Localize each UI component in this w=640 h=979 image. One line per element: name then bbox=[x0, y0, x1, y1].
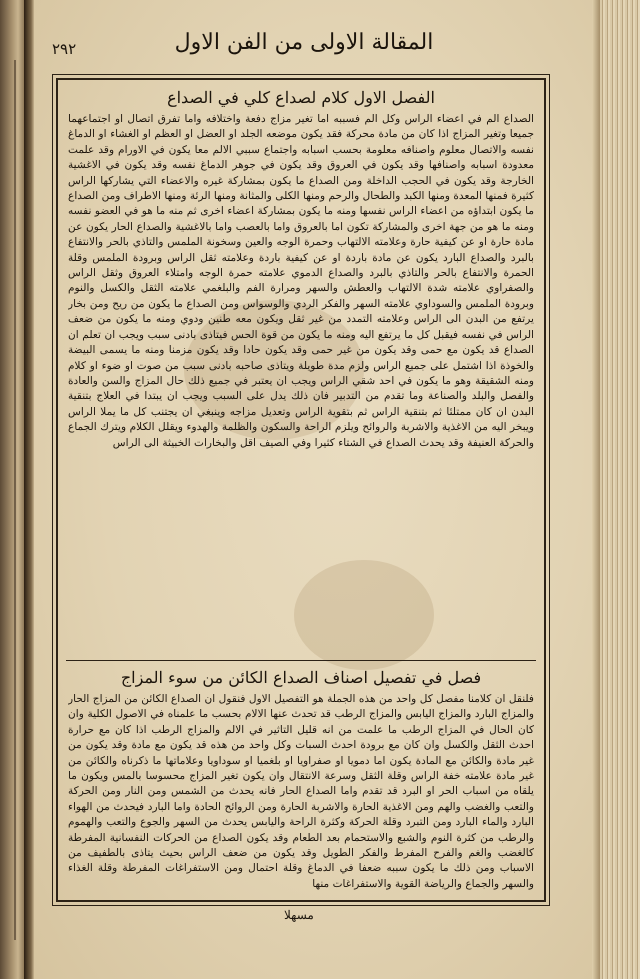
facing-page-rule bbox=[14, 60, 16, 940]
section-1-heading: الفصل الاول كلام لصداع كلي في الصداع bbox=[167, 88, 435, 107]
running-head: المقالة الاولى من الفن الاول bbox=[174, 30, 434, 55]
section-2-heading: فصل في تفصيل اصناف الصداع الكائن من سوء المزاج bbox=[120, 668, 482, 687]
section-divider bbox=[66, 660, 536, 661]
book-gutter bbox=[24, 0, 34, 979]
book-page bbox=[34, 0, 592, 979]
page-number: ٢٩٢ bbox=[52, 40, 77, 58]
page-stack-edge bbox=[600, 0, 640, 979]
text-frame bbox=[56, 78, 546, 902]
section-2-body: فلنقل ان كلامنا مفصل كل واحد من هذه الجملة هو التفصيل الاول فنقول ان الصداع الكائن من المزاج الحار والمزاج البارد والمزاج اليابس والمزاج الرطب قد تحدث عنها الالام بحسب ما علمناه في الاصول الكلية وان كان الحال في المزاج الرطب ما علمت من انه قليل التاثير في الالم والمزاج الرطب اذا كان مع حرارة احدث الثقل والكسل وان كان مع برودة احدث السبات وكل واحد من هذه قد يكون مع مادة وقد يكون من غير مادة والكائن مع المادة يكون اما دمويا او صفراويا او بلغميا او سوداويا وعلاماتها ما ذكرناه والكائن من غير مادة علامته خفة الراس وقلة الثقل وسرعة الانتقال وان يكون تغير المزاج محسوسا بالمس ويكون ما يلقاه من اسباب الحر او البرد قد تقدم واما الصداع الحار فانه يحدث من الشمس ومن النار ومن الحركة والتعب والغضب والهم ومن الاغذية الحارة والاشربة الحارة ومن الروائح الحادة واما البارد فيحدث من الهواء البارد والماء البارد ومن التبرد وقلة الحركة وكثرة الراحة واليابس يحدث من السهر والجوع والتعب والهموم والرطب من كثرة النوم والشبع والاستحمام بعد الطعام وقد يكون الصداع من الحركات النفسانية المفرطة كالغضب والغم والفرح المفرط والفكر الطويل وقد يكون من ضعف الراس بحيث يتاذى بالطفيف من الاسباب ومن ذلك ما يكون سببه ضعفا في الدماغ وقلة احتمال ومن الاستفراغات المفرطة وقلة الغذاء والسهر والجماع والرياضة القوية والاستفراغات منها bbox=[68, 693, 534, 890]
facing-page-edge bbox=[0, 0, 24, 979]
catchword: مسهلا bbox=[284, 908, 314, 922]
page-edge-shadow bbox=[592, 0, 600, 979]
section-1-body: الصداع الم في اعضاء الراس وكل الم فسببه اما تغير مزاج دفعة واختلافه واما تفرق اتصال او اجتماعهما جميعا وتغير المزاج اذا كان من مادة محركة فقد يكون موضعه الجلد او العضل او العظم او الغشاء او الدماغ نفسه والاتصال معلوم واصنافه معلومة بحسب اسبابه واجتماع سببي الالم معا يكون في الاورام وقد علمت معدودة اسبابه واصنافها وقد يكون في العروق وقد يكون في جوهر الدماغ نفسه وقد يكون في الاغشية الخارجة وقد يكون في الحجب الداخلة ومن الصداع ما يكون بمشاركة غيره والاعضاء التي يشاركها الراس كثيرة فمنها المعدة ومنها الكبد والطحال والرحم ومنها الكلى والمثانة ومنها الرئة ومنها الاطراف ومن الصداع ما يكون ابتداؤه من اعضاء الراس نفسها ومنه ما يكون بمشاركة اعضاء اخرى ثم منه ما هو في العضو نفسه ومنه ما هو من جهة اخرى والمشاركة تكون اما بالعروق واما بالعصب واما بالاغشية والصداع الحار يكون عن مادة حارة او عن كيفية حارة وعلامته الالتهاب وحمرة الوجه والعين وسخونة الملمس والتاذي بالحر والانتفاع بالبرد والصداع البارد يكون عن مادة باردة او عن كيفية باردة وعلامته ثقل الراس وبرودة الملمس وقلة الحمرة والانتفاع بالحر والتاذي بالبرد والصداع الدموي علامته حمرة الوجه وامتلاء العروق وثقل الراس والصفراوي علامته شدة الالتهاب والعطش والسهر ومرارة الفم والبلغمي علامته الثقل والكسل والنوم وبرودة الملمس والسوداوي علامته السهر والفكر الردي والوسواس ومن الصداع ما يكون من ريح ومن بخار يرتفع من البدن الى الراس وعلامته التمدد من غير ثقل ويكون معه طنين ودوي ومنه ما يكون من ضعف الراس في نفسه فيقبل كل ما يرتفع اليه ومنه ما يكون من قوة الحس فيتاذى بادنى سبب ويجب ان تعلم ان الصداع قد يكون مع حمى وقد يكون من غير حمى وقد يكون حادا وقد يكون مزمنا ومنه ما يسمى البيضة والخوذة اذا اشتمل على جميع الراس ولزم مدة طويلة ويتاذى صاحبه بادنى سبب من صوت او ضوء او كلام ومنه الشقيقة وهو ما يكون في احد شقي الراس ويجب ان يعتبر في جميع ذلك حال المزاج والسن والعادة والفصل والبلد والصناعة وما تقدم من التدبير فان ذلك يدل على السبب ويجب ان يبتدا في العلاج بتنقية البدن ان كان ممتلئا ثم بتنقية الراس ثم بتقوية الراس وتعديل مزاجه وينبغي ان يجتنب كل ما يملا الراس ويبخر اليه من الاغذية والاشربة والروائح ويلزم الراحة والسكون والظلمة والهدوء ويقلل الكلام ويترك الجماع والحركة العنيفة وقد يحدث الصداع في الشتاء كثيرا وفي الصيف اقل والبخارات الخبيثة الى الراس bbox=[68, 113, 534, 449]
